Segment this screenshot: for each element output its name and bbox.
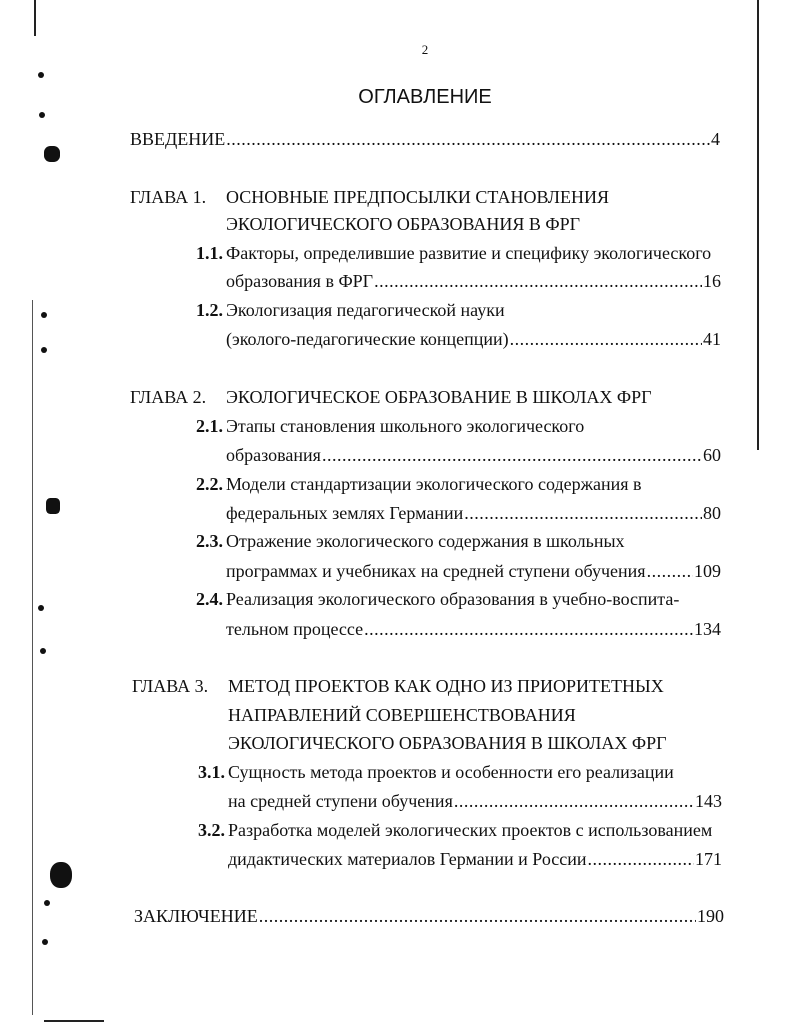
entry-page: 4 [711,129,720,149]
scan-speck [41,347,47,353]
section-number: 2.1. [196,416,223,436]
section-title-line-2 [228,848,722,870]
toc-heading: ОГЛАВЛЕНИЕ [358,86,492,108]
chapter-1-label: ГЛАВА 1. [130,187,207,207]
leader-dots [647,560,693,582]
toc-entry-conclusion [134,905,724,927]
scan-speck [42,939,48,945]
section-title-line-2 [228,790,722,812]
section-title-line-1: Экологизация педагогической науки [226,300,505,320]
entry-title: ЗАКЛЮЧЕНИЕ [134,906,258,926]
entry-page: 190 [697,906,724,926]
entry-page: 134 [694,619,721,639]
scan-speck [38,605,44,611]
leader-dots [364,618,693,640]
scan-speck [46,498,60,514]
section-title-line-1: Модели стандартизации экологического содержания в [226,474,642,494]
chapter-2-title-line-1: ЭКОЛОГИЧЕСКОЕ ОБРАЗОВАНИЕ В ШКОЛАХ ФРГ [226,387,652,407]
chapter-1-title-line-2: ЭКОЛОГИЧЕСКОГО ОБРАЗОВАНИЯ В ФРГ [226,214,580,234]
section-number: 3.2. [198,820,225,840]
entry-page: 60 [703,445,721,465]
entry-page: 171 [695,849,722,869]
section-title-line-2 [226,502,721,524]
page-number: 2 [421,42,429,57]
chapter-3-title-line-3: ЭКОЛОГИЧЕСКОГО ОБРАЗОВАНИЯ В ШКОЛАХ ФРГ [228,733,667,753]
section-number: 3.1. [198,762,225,782]
scan-edge-line-left [32,300,33,1015]
leader-dots [226,128,710,150]
section-title-tail: (эколого-педагогические концепции) [226,329,509,349]
scan-speck [50,862,72,888]
leader-dots [510,328,702,350]
section-title-line-1: Факторы, определившие развитие и специфику экологического [226,243,712,263]
scan-edge-line-top-left [34,0,36,36]
leader-dots [464,502,702,524]
section-title-tail: образования в ФРГ [226,271,374,291]
entry-title: ВВЕДЕНИЕ [130,129,226,149]
section-title-line-2 [226,560,721,582]
section-title-tail: на средней ступени обучения [228,791,453,811]
section-title-tail: дидактических материалов Германии и России [228,849,587,869]
scan-speck [39,112,45,118]
scan-speck [41,312,47,318]
chapter-3-title-line-2: НАПРАВЛЕНИЙ СОВЕРШЕНСТВОВАНИЯ [228,705,576,725]
section-number: 2.2. [196,474,223,494]
leader-dots [259,905,696,927]
leader-dots [322,444,702,466]
chapter-3-label: ГЛАВА 3. [132,676,209,696]
leader-dots [454,790,694,812]
section-title-line-1: Отражение экологического содержания в школьных [226,531,625,551]
entry-page: 80 [703,503,721,523]
leader-dots [374,270,702,292]
leader-dots [588,848,694,870]
entry-page: 16 [703,271,721,291]
section-title-line-2 [226,270,721,292]
section-title-line-2 [226,618,721,640]
chapter-1-title-line-1: ОСНОВНЫЕ ПРЕДПОСЫЛКИ СТАНОВЛЕНИЯ [226,187,609,207]
section-title-tail: федеральных землях Германии [226,503,464,523]
scan-speck [44,900,50,906]
section-title-tail: тельном процессе [226,619,364,639]
section-title-line-1: Разработка моделей экологических проектов с использованием [228,820,713,840]
section-title-line-1: Реализация экологического образования в учебно-воспита- [226,589,680,609]
toc-entry-intro [130,128,720,150]
section-number: 2.3. [196,531,223,551]
scan-edge-line-bottom [44,1020,104,1022]
scan-edge-line-right [757,0,759,450]
scan-speck [44,146,60,162]
section-title-tail: программах и учебниках на средней ступени обучения [226,561,646,581]
section-number: 1.2. [196,300,223,320]
section-title-line-1: Этапы становления школьного экологического [226,416,585,436]
section-title-tail: образования [226,445,321,465]
section-title-line-1: Сущность метода проектов и особенности его реализации [228,762,674,782]
chapter-2-label: ГЛАВА 2. [130,387,207,407]
scan-speck [40,648,46,654]
scan-speck [38,72,44,78]
section-number: 1.1. [196,243,223,263]
chapter-3-title-line-1: МЕТОД ПРОЕКТОВ КАК ОДНО ИЗ ПРИОРИТЕТНЫХ [228,676,664,696]
entry-page: 41 [703,329,721,349]
entry-page: 143 [695,791,722,811]
section-number: 2.4. [196,589,223,609]
section-title-line-2 [226,328,721,350]
entry-page: 109 [694,561,721,581]
section-title-line-2 [226,444,721,466]
